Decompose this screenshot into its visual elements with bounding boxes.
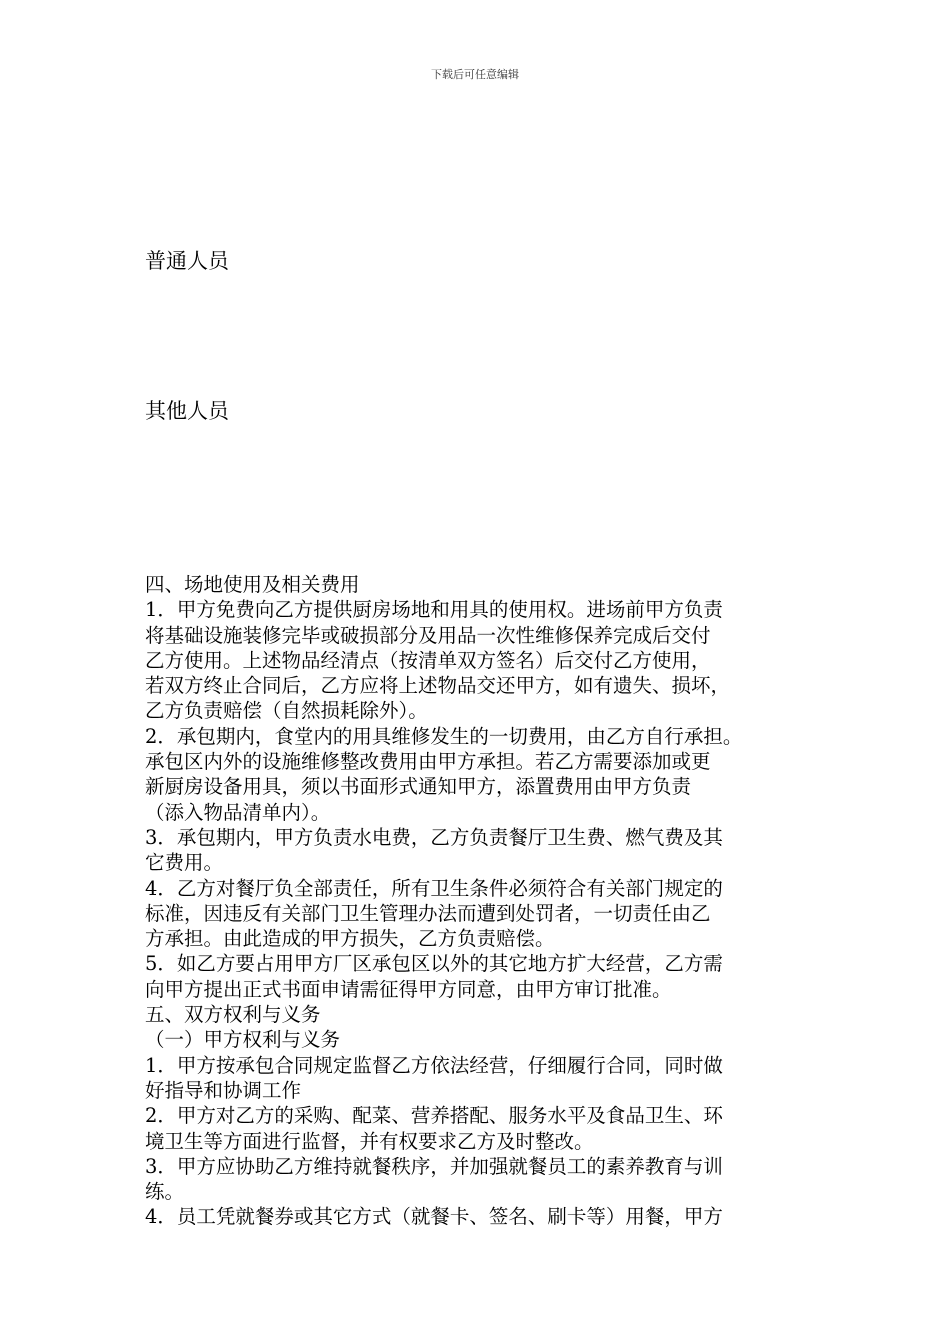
subsection-heading: （一）甲方权利与义务 (145, 1028, 341, 1052)
page-header: 下载后可任意编辑 (431, 68, 519, 81)
paragraph-line: 3．甲方应协助乙方维持就餐秩序，并加强就餐员工的素养教育与训 (145, 1154, 723, 1178)
paragraph-line: 新厨房设备用具，须以书面形式通知甲方，添置费用由甲方负责 (145, 775, 692, 799)
paragraph-line: 承包区内外的设施维修整改费用由甲方承担。若乙方需要添加或更 (145, 750, 711, 774)
label-other-staff: 其他人员 (145, 399, 229, 423)
paragraph-line: 将基础设施装修完毕或破损部分及用品一次性维修保养完成后交付 (145, 623, 711, 647)
paragraph-line: 标准，因违反有关部门卫生管理办法而遭到处罚者，一切责任由乙 (145, 901, 711, 925)
paragraph-line: 3．承包期内，甲方负责水电费，乙方负责餐厅卫生费、燃气费及其 (145, 825, 723, 849)
paragraph-line: 方承担。由此造成的甲方损失，乙方负责赔偿。 (145, 927, 555, 951)
section-heading-5: 五、双方权利与义务 (145, 1003, 321, 1027)
paragraph-line: 境卫生等方面进行监督，并有权要求乙方及时整改。 (145, 1129, 594, 1153)
paragraph-line: 若双方终止合同后，乙方应将上述物品交还甲方，如有遗失、损坏， (145, 674, 731, 698)
paragraph-line: 4．员工凭就餐券或其它方式（就餐卡、签名、刷卡等）用餐，甲方 (145, 1205, 723, 1229)
paragraph-line: 2．承包期内，食堂内的用具维修发生的一切费用，由乙方自行承担。 (145, 724, 743, 748)
contract-body (145, 572, 815, 1230)
paragraph-line: 2．甲方对乙方的采购、配菜、营养搭配、服务水平及食品卫生、环 (145, 1104, 723, 1128)
paragraph-line: （添入物品清单内）。 (145, 800, 331, 824)
paragraph-line: 乙方负责赔偿（自然损耗除外）。 (145, 699, 428, 723)
paragraph-line: 1．甲方免费向乙方提供厨房场地和用具的使用权。进场前甲方负责 (145, 598, 723, 622)
section-heading-4: 四、场地使用及相关费用 (145, 573, 360, 596)
paragraph-line: 它费用。 (145, 851, 224, 875)
paragraph-line: 1．甲方按承包合同规定监督乙方依法经营，仔细履行合同，同时做 (145, 1053, 723, 1077)
paragraph-line: 练。 (145, 1180, 185, 1204)
paragraph-line: 4．乙方对餐厅负全部责任，所有卫生条件必须符合有关部门规定的 (145, 876, 723, 900)
paragraph-line: 乙方使用。上述物品经清点（按清单双方签名）后交付乙方使用， (145, 648, 711, 672)
paragraph-line: 向甲方提出正式书面申请需征得甲方同意，由甲方审订批准。 (145, 977, 672, 1001)
paragraph-line: 好指导和协调工作 (145, 1078, 302, 1102)
paragraph-line: 5．如乙方要占用甲方厂区承包区以外的其它地方扩大经营，乙方需 (145, 952, 723, 976)
label-ordinary-staff: 普通人员 (145, 249, 229, 273)
